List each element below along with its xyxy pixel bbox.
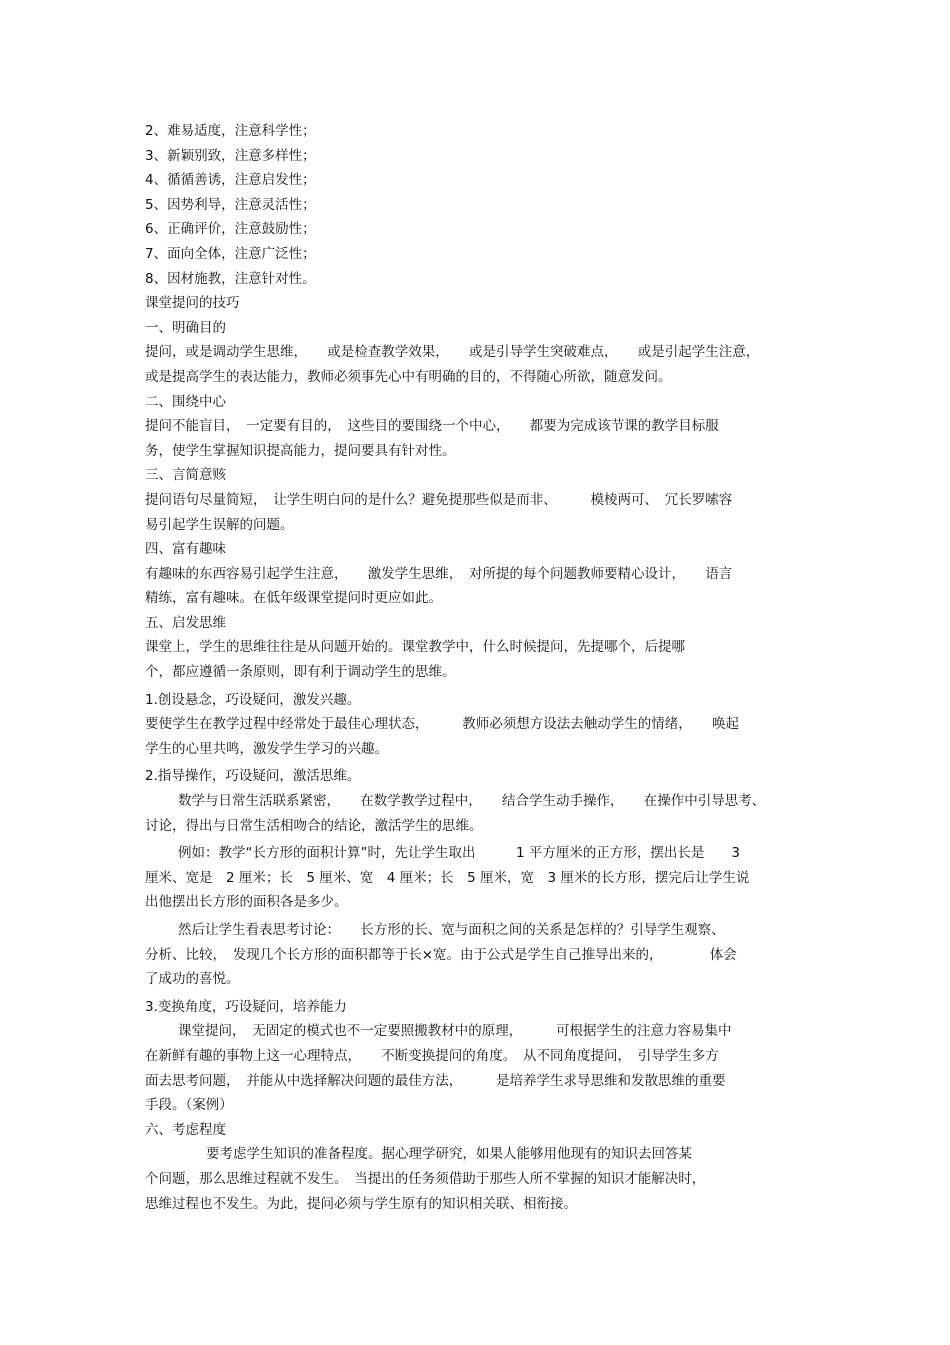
paragraph-line: 提问语句尽量简短， 让学生明白问的是什么？避免提那些似是而非、 模棱两可、 冗长罗嗦容 xyxy=(145,491,733,508)
section-heading: 四、富有趣味 xyxy=(145,541,226,558)
principle-item: 8、因材施教，注意针对性。 xyxy=(145,270,316,287)
paragraph-line: 分析、比较， 发现几个长方形的面积都等于长×宽。由于公式是学生自己推导出来的， 体会 xyxy=(145,946,737,963)
section-interesting xyxy=(145,537,810,611)
paragraph-line: 课堂提问， 无固定的模式也不一定要照搬教材中的原理， 可根据学生的注意力容易集中 xyxy=(178,1023,732,1040)
paragraph-line: 面去思考问题， 并能从中选择解决问题的最佳方法， 是培养学生求导思维和发散思维的重要 xyxy=(145,1072,726,1089)
section-clear-purpose xyxy=(145,316,810,390)
section-concise xyxy=(145,463,810,537)
principle-item: 2、难易适度，注意科学性； xyxy=(145,123,316,139)
paragraph-line: 课堂上，学生的思维往往是从问题开始的。课堂教学中，什么时候提问，先提哪个，后提哪 xyxy=(145,639,685,656)
paragraph-line: 讨论，得出与日常生活相吻合的结论，激活学生的思维。 xyxy=(145,817,483,834)
paragraph-line: 手段。（案例） xyxy=(145,1097,233,1114)
subsection-title: 1.创设悬念，巧设疑问，激发兴趣。 xyxy=(145,691,361,708)
paragraph-line: 务，使学生掌握知识提高能力，提问要具有针对性。 xyxy=(145,442,456,459)
section-heading: 五、启发思维 xyxy=(145,614,226,631)
paragraph-line: 易引起学生误解的问题。 xyxy=(145,516,294,533)
principle-item: 5、因势利导，注意灵活性； xyxy=(145,196,316,213)
paragraph-line: 个，都应遵循一条原则，即有利于调动学生的思维。 xyxy=(145,664,456,681)
skills-title: 课堂提问的技巧 xyxy=(145,295,240,312)
paragraph-line: 要考虑学生知识的准备程度。据心理学研究，如果人能够用他现有的知识去回答某 xyxy=(206,1146,692,1163)
paragraph-line: 然后让学生看表思考讨论： 长方形的长、宽与面积之间的关系是怎样的？引导学生观察、 xyxy=(178,922,725,938)
paragraph-line: 了成功的喜悦。 xyxy=(145,971,240,988)
paragraph-line: 思维过程也不发生。为此，提问必须与学生原有的知识相关联、相衔接。 xyxy=(145,1195,577,1212)
paragraph-line: 厘米、宽是 2 厘米；长 5 厘米、宽 4 厘米；长 5 厘米，宽 3 厘米的长方形，摆完后让学生说 xyxy=(145,869,750,886)
paragraph-line: 数学与日常生活联系紧密， 在数学教学过程中， 结合学生动手操作， 在操作中引导思考、 xyxy=(178,793,766,810)
paragraph-line: 精练，富有趣味。在低年级课堂提问时更应如此。 xyxy=(145,590,442,607)
paragraph-line: 个问题，那么思维过程就不发生。 当提出的任务须借助于那些人所不掌握的知识才能解决时， xyxy=(145,1170,706,1187)
principle-item: 7、面向全体，注意广泛性； xyxy=(145,245,316,262)
paragraph-line: 例如：教学“长方形的面积计算”时，先让学生取出 1 平方厘米的正方形，摆出长是 3 xyxy=(178,845,740,862)
subsection-title: 3.变换角度，巧设疑问，培养能力 xyxy=(145,998,347,1015)
paragraph-line: 提问，或是调动学生思维， 或是检查教学效果， 或是引导学生突破难点， 或是引起学生注意， xyxy=(145,344,760,361)
section-inspire-thinking xyxy=(145,611,810,1118)
section-consider-level xyxy=(145,1118,810,1216)
section-heading: 二、围绕中心 xyxy=(145,393,226,410)
section-heading: 六、考虑程度 xyxy=(145,1121,226,1138)
paragraph-line: 要使学生在教学过程中经常处于最佳心理状态， 教师必须想方设法去触动学生的情绪， 唤起 xyxy=(145,716,739,733)
subsection-title: 2.指导操作，巧设疑问，激活思维。 xyxy=(145,768,361,785)
principle-item: 3、新颖别致，注意多样性； xyxy=(145,147,316,164)
document-body xyxy=(145,119,810,1216)
paragraph-line: 学生的心里共鸣，激发学生学习的兴趣。 xyxy=(145,740,388,757)
principle-item: 4、循循善诱，注意启发性； xyxy=(145,172,316,189)
principle-item: 6、正确评价，注意鼓励性； xyxy=(145,221,316,238)
paragraph-line: 或是提高学生的表达能力，教师必须事先心中有明确的目的，不得随心所欲，随意发问。 xyxy=(145,368,672,385)
section-heading: 三、言简意赅 xyxy=(145,467,226,484)
principles-list xyxy=(145,119,810,291)
paragraph-line: 出他摆出长方形的面积各是多少。 xyxy=(145,894,348,911)
paragraph-line: 提问不能盲目， 一定要有目的， 这些目的要围绕一个中心， 都要为完成该节课的教学目标服 xyxy=(145,418,719,435)
section-heading: 一、明确目的 xyxy=(145,319,226,336)
paragraph-line: 在新鲜有趣的事物上这一心理特点， 不断变换提问的角度。 从不同角度提问， 引导学生多方 xyxy=(145,1047,719,1064)
section-around-center xyxy=(145,390,810,464)
paragraph-line: 有趣味的东西容易引起学生注意， 激发学生思维， 对所提的每个问题教师要精心设计， 语言 xyxy=(145,565,733,582)
